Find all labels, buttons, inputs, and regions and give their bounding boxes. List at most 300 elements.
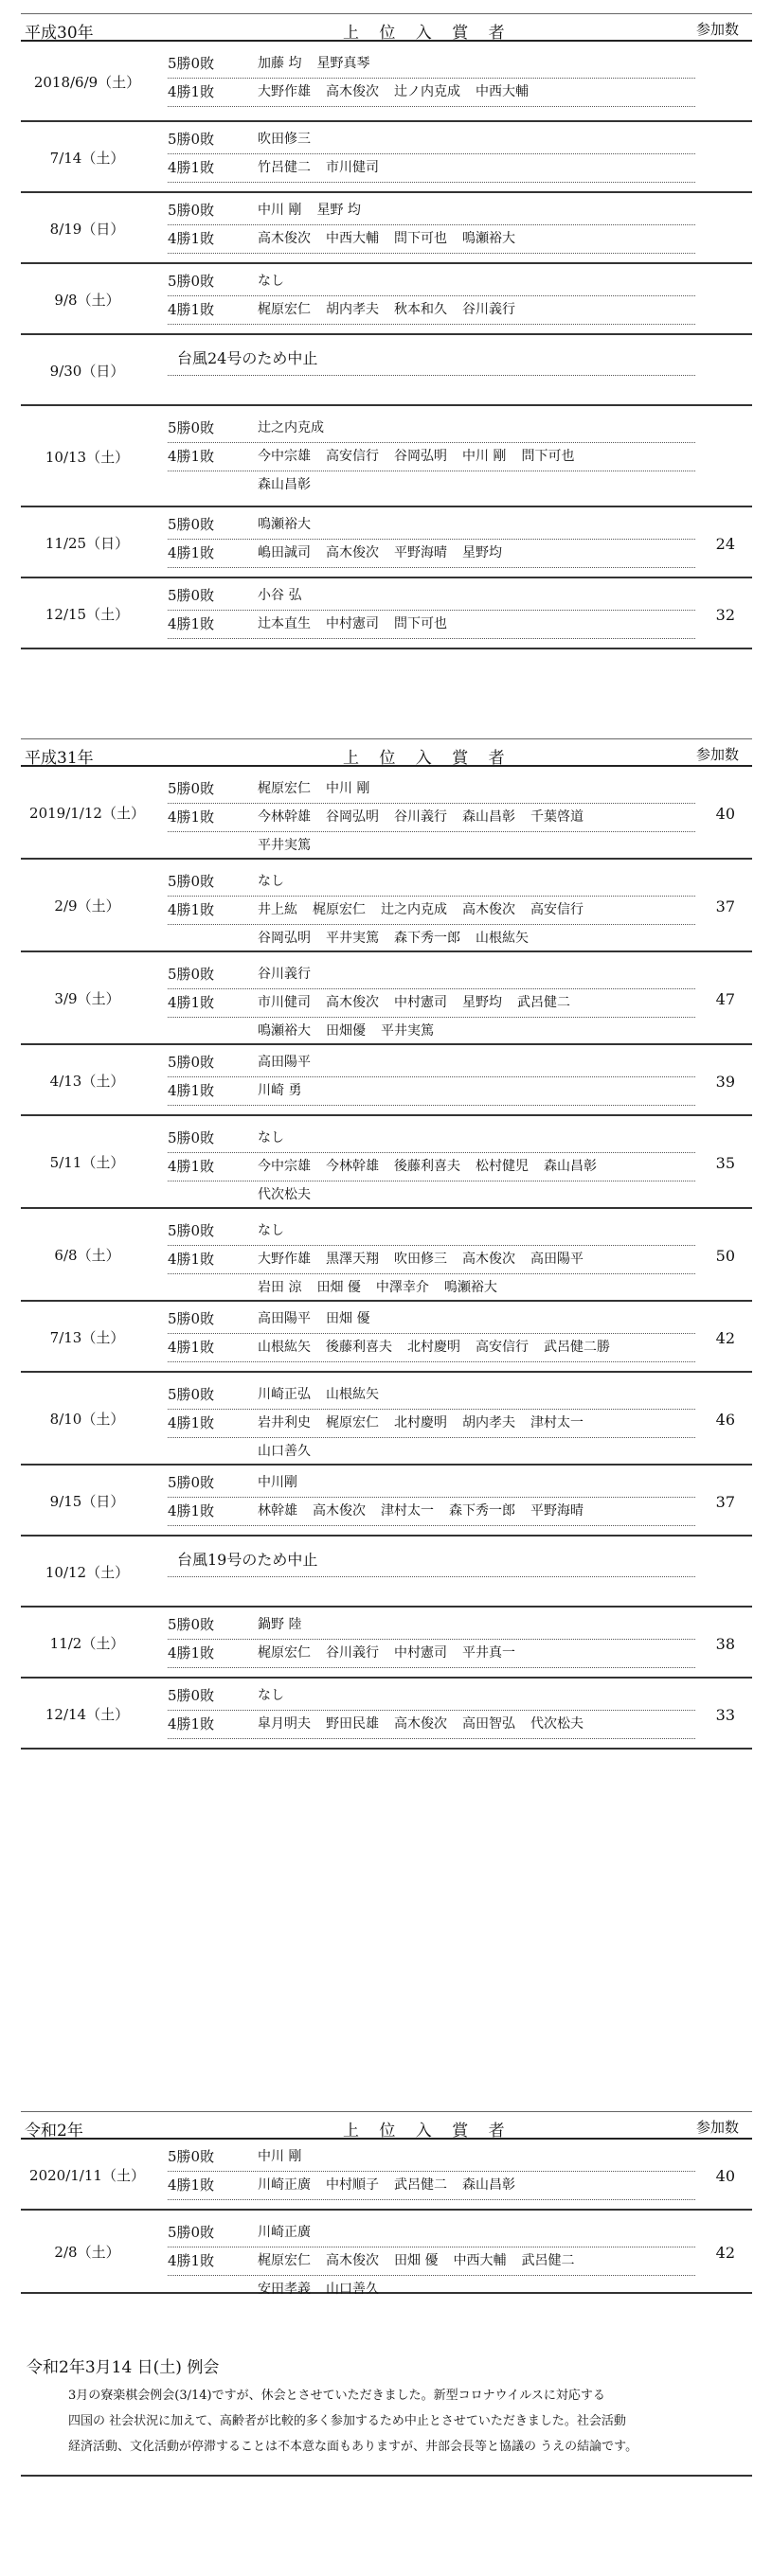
tournament-row [21, 1302, 752, 1373]
record-label: 4勝1敗 [168, 229, 215, 247]
winner-names [258, 899, 599, 918]
participant-count: 37 [715, 1492, 735, 1511]
winner-name: 谷岡弘明 [258, 931, 311, 946]
winner-name: なし [258, 1130, 284, 1146]
winner-name: 星野 均 [316, 202, 361, 218]
winner-name: 山根紘矢 [476, 931, 529, 946]
section-header [21, 13, 752, 42]
tournament-row [21, 193, 752, 264]
result-line [168, 2273, 695, 2303]
tournament-row [21, 1209, 752, 1302]
result-line [168, 2245, 695, 2276]
winner-name: 今林幹雄 [326, 1159, 379, 1174]
result-line [168, 894, 695, 925]
winner-names [258, 928, 544, 947]
event-date: 2/8（土） [54, 2244, 120, 2261]
winner-name: 星野均 [462, 544, 502, 560]
winner-names [258, 1249, 599, 1268]
event-date: 2/9（土） [54, 897, 120, 915]
record-label: 4勝1敗 [168, 158, 215, 176]
results-section [21, 2111, 752, 2297]
winner-name: 中澤幸介 [375, 1280, 429, 1295]
winner-name: 北村慶明 [407, 1339, 460, 1355]
winner-name: 中川 剛 [326, 781, 370, 796]
winner-name: 高木俊次 [326, 2253, 379, 2268]
result-line [168, 440, 695, 471]
winner-name: 安田孝義 [258, 2282, 311, 2297]
event-date: 3/9（土） [54, 990, 120, 1007]
result-line [168, 608, 695, 639]
winner-names [258, 2222, 326, 2241]
event-date: 11/2（土） [49, 1634, 125, 1652]
winner-names [258, 585, 316, 604]
tournament-row [21, 42, 752, 122]
result-line [168, 1303, 695, 1334]
winner-names [258, 1220, 299, 1239]
winner-names [258, 200, 376, 219]
winner-names [258, 1501, 599, 1519]
participant-count: 40 [715, 2166, 735, 2185]
winner-name: 高田陽平 [258, 1310, 311, 1326]
section-year: 平成30年 [25, 24, 94, 43]
result-line [168, 773, 695, 804]
winner-name: 今林幹雄 [258, 809, 311, 825]
winner-name: 今中宗雄 [258, 449, 311, 464]
record-label: 5勝0敗 [168, 1386, 215, 1403]
winner-name: 高田智弘 [462, 1715, 515, 1732]
record-label: 5勝0敗 [168, 272, 215, 290]
winner-names [258, 1080, 316, 1099]
winner-name: 中川 剛 [258, 202, 302, 218]
result-line [168, 2216, 695, 2247]
winner-name: 中川剛 [258, 1474, 297, 1490]
tournament-row [21, 952, 752, 1045]
winner-names [258, 992, 585, 1011]
result-line [168, 2141, 695, 2172]
winner-name: 山口善久 [258, 1444, 311, 1459]
winner-names [258, 2250, 589, 2269]
winner-name: 梶原宏仁 [258, 301, 311, 317]
winner-name: 竹呂健二 [258, 159, 311, 175]
tournament-row [21, 2140, 752, 2211]
winner-name: 代次松夫 [258, 1187, 311, 1202]
record-label: 5勝0敗 [168, 1615, 215, 1633]
winner-name: 津村太一 [530, 1415, 583, 1430]
participant-count: 33 [715, 1705, 735, 1724]
winner-names [258, 1308, 385, 1327]
winner-name: 山口善久 [326, 2282, 379, 2297]
winner-name: 武呂健二勝 [544, 1339, 610, 1355]
winner-name: 高木俊次 [462, 1252, 515, 1267]
record-label: 5勝0敗 [168, 1473, 215, 1491]
result-line [168, 1075, 695, 1106]
winner-name: 田畑 優 [394, 2253, 439, 2268]
result-line [168, 865, 695, 897]
tournament-row [21, 860, 752, 952]
result-line [168, 986, 695, 1018]
winner-name: 高木俊次 [326, 995, 379, 1010]
event-date: 7/13（土） [49, 1328, 125, 1346]
winner-name: なし [258, 1687, 284, 1703]
record-label: 5勝0敗 [168, 2224, 215, 2241]
winner-name: 田畑 優 [316, 1280, 361, 1295]
winner-names [258, 129, 326, 148]
result-line [168, 1122, 695, 1153]
event-date: 2018/6/9（土） [33, 73, 141, 91]
result-line [168, 412, 695, 443]
results-section [21, 13, 752, 649]
participant-count: 50 [715, 1247, 735, 1265]
winner-name: 高安信行 [530, 902, 583, 917]
winner-name: 平野海晴 [394, 544, 447, 560]
winner-name: 秋本和久 [394, 301, 447, 317]
winner-name: 中西大輔 [476, 83, 529, 99]
record-label: 4勝1敗 [168, 300, 215, 318]
record-label: 4勝1敗 [168, 2252, 215, 2269]
event-date: 12/15（土） [45, 605, 130, 623]
event-date: 8/10（土） [49, 1411, 125, 1428]
record-label: 4勝1敗 [168, 994, 215, 1011]
winner-names [258, 2279, 394, 2298]
notice-title: 令和2年3月14 日(土) 例会 [27, 2358, 220, 2377]
record-label: 5勝0敗 [168, 966, 215, 983]
tournament-row [21, 1679, 752, 1750]
result-line [168, 801, 695, 832]
record-label: 4勝1敗 [168, 1158, 215, 1175]
winner-names [258, 1277, 512, 1296]
result-line [168, 1243, 695, 1274]
result-line [168, 1708, 695, 1739]
result-line [168, 1608, 695, 1640]
winner-names [258, 871, 299, 890]
event-date: 10/13（土） [45, 448, 130, 466]
winner-name: 辻之内克成 [381, 902, 447, 917]
section-header [21, 738, 752, 767]
result-line [168, 265, 695, 296]
result-line [168, 1466, 695, 1498]
tournament-row [21, 1537, 752, 1608]
winner-name: 武呂健二 [394, 2176, 447, 2193]
record-label: 5勝0敗 [168, 2147, 215, 2165]
winner-name: 中村順子 [326, 2176, 379, 2193]
results-section [21, 738, 752, 1750]
record-label: 4勝1敗 [168, 614, 215, 632]
winner-name: 後藤利喜夫 [326, 1339, 392, 1355]
header-top-rule [21, 738, 752, 739]
participant-count: 24 [715, 534, 735, 553]
record-label: 5勝0敗 [168, 1309, 215, 1327]
notice-line: 経済活動、文化活動が停滞することは不本意な面もありますが、井部会長等と協議の うえの結論です。 [68, 2440, 638, 2454]
winner-name: 川崎正廣 [258, 2176, 311, 2193]
result-line [168, 293, 695, 325]
winner-names [258, 778, 385, 797]
tournament-row [21, 1608, 752, 1679]
participant-count: 38 [715, 1634, 735, 1653]
winner-names [258, 613, 462, 632]
tournament-row [21, 1045, 752, 1116]
cancellation-note: 台風19号のため中止 [177, 1551, 318, 1569]
winner-name: 川崎正弘 [258, 1387, 311, 1402]
result-line [168, 1637, 695, 1668]
winner-names [258, 417, 339, 436]
winner-name: 高田陽平 [530, 1252, 583, 1267]
winner-name: 後藤利喜夫 [394, 1159, 460, 1174]
winner-names [258, 1184, 326, 1203]
winner-names [258, 1472, 313, 1491]
winner-name: 鍋野 陸 [258, 1616, 302, 1632]
participant-count: 39 [715, 1072, 735, 1091]
event-date: 9/8（土） [54, 291, 120, 309]
record-label: 5勝0敗 [168, 1222, 215, 1239]
record-label: 4勝1敗 [168, 1081, 215, 1099]
winner-names [258, 1021, 449, 1039]
winner-name: 問下可也 [394, 615, 447, 631]
winner-name: 北村慶明 [394, 1415, 447, 1430]
winner-name: 辻之内克成 [258, 420, 324, 435]
result-line [168, 194, 695, 225]
winner-name: 高木俊次 [462, 902, 515, 917]
winner-name: 森下秀一郎 [394, 931, 460, 946]
section-title: 上 位 入 賞 者 [343, 24, 512, 43]
winner-name: 野田民雄 [326, 1715, 379, 1732]
section-title: 上 位 入 賞 者 [343, 749, 512, 768]
record-label: 5勝0敗 [168, 873, 215, 890]
section-year: 平成31年 [25, 749, 94, 768]
result-line [168, 47, 695, 79]
winner-name: 梶原宏仁 [326, 1415, 379, 1430]
winner-name: 鳴瀬裕大 [258, 1023, 311, 1039]
result-line [168, 1378, 695, 1410]
winner-name: 谷川義行 [462, 301, 515, 317]
notice-line: 3月の寮楽棋会例会(3/14)ですが、休会とさせていただきました。新型コロナウイルスに対応する [68, 2389, 605, 2403]
record-label: 5勝0敗 [168, 586, 215, 604]
winner-name: 井上紘 [258, 902, 297, 917]
result-line [168, 1150, 695, 1181]
participant-count: 40 [715, 805, 735, 823]
event-date: 10/12（土） [45, 1563, 130, 1581]
winner-name: 胡内孝夫 [462, 1415, 515, 1430]
winner-name: 星野均 [462, 995, 502, 1010]
winner-name: 問下可也 [394, 230, 447, 246]
event-date: 2020/1/11（土） [29, 2166, 145, 2184]
result-line [168, 123, 695, 154]
winner-name: 中村憲司 [326, 615, 379, 631]
winner-name: 中川 剛 [258, 2148, 302, 2164]
tournament-row [21, 335, 752, 406]
winner-name: 市川健司 [326, 159, 379, 175]
tournament-row [21, 1373, 752, 1466]
record-label: 5勝0敗 [168, 1053, 215, 1071]
participant-count: 35 [715, 1154, 735, 1172]
winner-names [258, 2175, 530, 2194]
winner-name: 林幹雄 [258, 1502, 297, 1519]
notice-line: 四国の 社会状況に加えて、高齢者が比較的多く参加するため中止とさせていただきました。社会活動 [68, 2414, 626, 2428]
header-top-rule [21, 2111, 752, 2112]
tournament-row [21, 264, 752, 335]
winner-name: 高安信行 [326, 449, 379, 464]
winner-name: 高木俊次 [313, 1502, 366, 1519]
participant-count: 32 [715, 605, 735, 624]
section-year: 令和2年 [25, 2122, 83, 2141]
event-date: 8/19（日） [49, 220, 125, 238]
winner-names [258, 1412, 599, 1431]
winner-name: 川崎正廣 [258, 2225, 311, 2240]
notice-block [21, 2354, 752, 2477]
result-line [168, 1331, 695, 1362]
winner-name: 鳴瀬裕大 [258, 516, 311, 532]
winner-name: 梶原宏仁 [258, 2253, 311, 2268]
winner-names [258, 1384, 394, 1403]
record-label: 4勝1敗 [168, 543, 215, 561]
winner-name: 辻本直生 [258, 615, 311, 631]
event-date: 7/14（土） [49, 149, 125, 167]
result-line [168, 1271, 695, 1302]
winner-names [258, 1128, 299, 1146]
winner-name: 平井実篤 [258, 838, 311, 853]
winner-name: なし [258, 874, 284, 889]
winner-name: 鳴瀬裕大 [443, 1280, 497, 1295]
winner-name: 中川 剛 [462, 449, 507, 464]
note-underline [168, 1546, 695, 1577]
winner-name: 平井実篤 [326, 931, 379, 946]
winner-names [258, 1714, 599, 1732]
winner-name: 吹田修三 [394, 1252, 447, 1267]
record-label: 5勝0敗 [168, 515, 215, 533]
winner-names [258, 964, 326, 983]
winner-name: 中西大輔 [453, 2253, 507, 2268]
winner-name: 森山昌彰 [258, 477, 311, 492]
result-line [168, 1679, 695, 1711]
winner-name: 武呂健二 [517, 995, 570, 1010]
winner-name: 高木俊次 [326, 544, 379, 560]
winner-name: 武呂健二 [521, 2253, 575, 2268]
result-line [168, 958, 695, 989]
record-label: 4勝1敗 [168, 901, 215, 918]
winner-names [258, 1156, 612, 1175]
result-line [168, 1407, 695, 1438]
participants-header: 参加数 [695, 2119, 739, 2136]
winner-name: 中西大輔 [326, 230, 379, 246]
winner-names [258, 271, 299, 290]
record-label: 5勝0敗 [168, 201, 215, 219]
winner-name: 高安信行 [476, 1339, 529, 1355]
winner-name: 高田陽平 [258, 1054, 311, 1070]
winner-name: 大野作雄 [258, 1252, 311, 1267]
result-line [168, 2169, 695, 2200]
winner-names [258, 1643, 530, 1661]
winner-name: 森山昌彰 [462, 2176, 515, 2193]
tournament-row [21, 1116, 752, 1209]
event-date: 5/11（土） [49, 1154, 125, 1171]
result-line [168, 1046, 695, 1077]
winner-name: 中村憲司 [394, 1644, 447, 1661]
winner-name: 梶原宏仁 [313, 902, 366, 917]
participant-count: 42 [715, 2244, 735, 2262]
winner-name: 山根紘矢 [258, 1339, 311, 1355]
record-label: 5勝0敗 [168, 1129, 215, 1146]
winner-names [258, 514, 326, 533]
winner-name: なし [258, 1223, 284, 1238]
winner-name: 岩田 涼 [258, 1280, 302, 1295]
winner-names [258, 228, 530, 247]
tournament-row [21, 406, 752, 507]
result-line [168, 922, 695, 952]
winner-name: 今中宗雄 [258, 1159, 311, 1174]
winner-names [258, 157, 394, 176]
winner-names [258, 835, 326, 854]
winner-name: 松村健児 [476, 1159, 529, 1174]
winner-names [258, 81, 544, 100]
winner-name: 加藤 均 [258, 55, 302, 71]
record-label: 5勝0敗 [168, 780, 215, 797]
winner-names [258, 1614, 316, 1633]
winner-name: 高木俊次 [258, 230, 311, 246]
winner-name: 高木俊次 [394, 1715, 447, 1732]
winner-names [258, 446, 589, 465]
result-line [168, 469, 695, 499]
winner-name: 谷川義行 [258, 967, 311, 982]
winner-name: 森山昌彰 [462, 809, 515, 825]
result-line [168, 1495, 695, 1526]
record-label: 5勝0敗 [168, 54, 215, 72]
event-date: 12/14（土） [45, 1705, 130, 1723]
participants-header: 参加数 [695, 21, 739, 38]
winner-name: 嶋田誠司 [258, 544, 311, 560]
record-label: 5勝0敗 [168, 130, 215, 148]
result-line [168, 1179, 695, 1209]
participant-count: 46 [715, 1411, 735, 1429]
winner-name: 谷岡弘明 [326, 809, 379, 825]
record-label: 4勝1敗 [168, 1338, 215, 1356]
event-date: 2019/1/12（土） [29, 805, 145, 822]
note-underline [168, 345, 695, 376]
result-line [168, 151, 695, 183]
tournament-row [21, 2211, 752, 2297]
section-title: 上 位 入 賞 者 [343, 2122, 512, 2141]
participant-count: 42 [715, 1328, 735, 1347]
winner-name: 中村憲司 [394, 995, 447, 1010]
winner-name: 川崎 勇 [258, 1082, 302, 1098]
tournament-row [21, 507, 752, 578]
winner-name: 小谷 弘 [258, 587, 302, 603]
winner-names [258, 474, 326, 493]
winner-name: 谷川義行 [326, 1644, 379, 1661]
winner-name: 星野真琴 [316, 55, 370, 71]
winner-names [258, 299, 530, 318]
participant-count: 37 [715, 897, 735, 915]
tournament-row [21, 122, 752, 193]
participant-count: 47 [715, 990, 735, 1008]
winner-name: 鳴瀬裕大 [462, 230, 515, 246]
winner-name: 田畑優 [326, 1023, 366, 1039]
winner-names [258, 1441, 326, 1460]
result-line [168, 537, 695, 568]
winner-name: 大野作雄 [258, 83, 311, 99]
winner-name: 吹田修三 [258, 131, 311, 147]
winner-name: 山根紘矢 [326, 1387, 379, 1402]
winner-name: 皐月明夫 [258, 1715, 311, 1732]
event-date: 9/30（日） [49, 362, 125, 380]
winner-name: 市川健司 [258, 995, 311, 1010]
event-date: 9/15（日） [49, 1492, 125, 1510]
participants-header: 参加数 [695, 746, 739, 763]
result-line [168, 579, 695, 611]
winner-names [258, 542, 517, 561]
winner-name: 黒澤天翔 [326, 1252, 379, 1267]
record-label: 4勝1敗 [168, 82, 215, 100]
result-line [168, 1215, 695, 1246]
notice-bottom-rule [21, 2475, 752, 2477]
